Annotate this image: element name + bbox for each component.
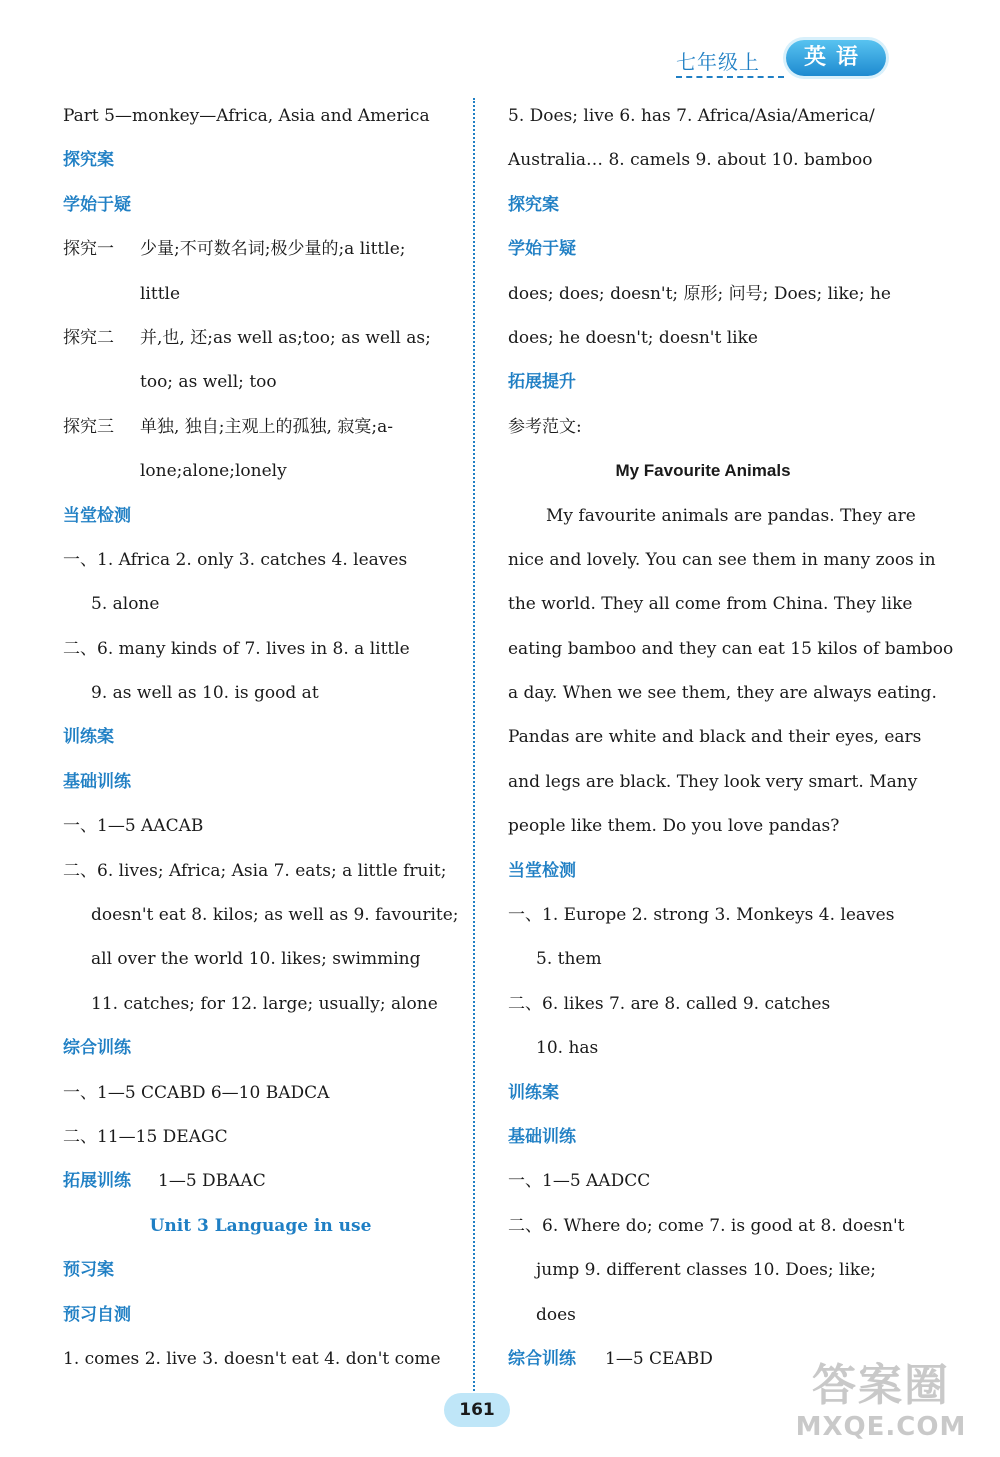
answer-line: 9. as well as 10. is good at xyxy=(91,683,319,704)
essay-line: My favourite animals are pandas. They are xyxy=(546,505,916,526)
answer-line: 10. has xyxy=(536,1038,599,1059)
left-column xyxy=(63,94,458,1381)
text-line: Part 5—monkey—Africa, Asia and America xyxy=(63,106,430,126)
answer-line: 11. catches; for 12. large; usually; alone xyxy=(91,993,438,1014)
answer-line: 二、11—15 DEAGC xyxy=(63,1126,228,1147)
header-grade: 七年级上 xyxy=(676,50,760,74)
answer-line: does xyxy=(536,1304,576,1325)
essay-line: Pandas are white and black and their eyes, ears xyxy=(508,727,922,748)
item-tag: 探究一 xyxy=(63,239,114,260)
answer-line: 一、1. Africa 2. only 3. catches 4. leaves xyxy=(63,549,408,570)
section-heading: 训练案 xyxy=(63,727,114,748)
section-heading: 综合训练 xyxy=(508,1348,576,1369)
answer-line: does; he doesn't; doesn't like xyxy=(508,327,758,348)
section-heading: 学始于疑 xyxy=(63,194,131,215)
unit-title: Unit 3 Language in use xyxy=(149,1215,372,1236)
reference-label: 参考范文: xyxy=(508,416,582,437)
essay-line: people like them. Do you love pandas? xyxy=(508,816,840,837)
section-heading: 当堂检测 xyxy=(508,860,576,881)
answer-text: 单独, 独自;主观上的孤独, 寂寞;a- xyxy=(140,416,393,437)
section-heading: 基础训练 xyxy=(508,1126,576,1147)
answer-line xyxy=(63,316,458,360)
item-tag: 探究三 xyxy=(63,416,114,437)
answer-line: little xyxy=(140,283,181,304)
answer-line: 5. alone xyxy=(91,594,160,615)
column-divider xyxy=(473,98,475,1398)
answer-line: 一、1—5 AADCC xyxy=(508,1171,651,1192)
answer-line: 一、1. Europe 2. strong 3. Monkeys 4. leaves xyxy=(508,905,895,926)
section-heading: 拓展训练 xyxy=(63,1171,131,1192)
essay-line: a day. When we see them, they are always eating. xyxy=(508,683,937,704)
essay-title: My Favourite Animals xyxy=(615,461,791,481)
watermark-text: 答案圈 xyxy=(812,1360,950,1411)
section-heading: 探究案 xyxy=(63,150,114,171)
answer-line xyxy=(63,227,458,271)
section-heading: 基础训练 xyxy=(63,771,131,792)
page-number: 161 xyxy=(444,1393,510,1427)
right-column xyxy=(508,94,954,1381)
watermark-logo xyxy=(770,1360,992,1450)
essay-line: eating bamboo and they can eat 15 kilos of bamboo xyxy=(508,638,954,659)
answer-line: all over the world 10. likes; swimming xyxy=(91,949,421,970)
answer-line: jump 9. different classes 10. Does; like; xyxy=(536,1260,876,1281)
answer-line: lone;alone;lonely xyxy=(140,461,287,482)
answer-line: 1. comes 2. live 3. doesn't eat 4. don't come xyxy=(63,1348,441,1369)
section-heading: 探究案 xyxy=(508,194,559,215)
answer-line: 一、1—5 AACAB xyxy=(63,816,204,837)
section-heading: 拓展提升 xyxy=(508,372,576,393)
answer-line: 5. them xyxy=(536,949,602,970)
answer-line: too; as well; too xyxy=(140,372,277,393)
answer-line: 5. Does; live 6. has 7. Africa/Asia/America/ xyxy=(508,106,875,126)
answer-line: 一、1—5 CCABD 6—10 BADCA xyxy=(63,1082,330,1103)
answer-line: doesn't eat 8. kilos; as well as 9. favourite; xyxy=(91,905,459,926)
answer-text: 并,也, 还;as well as;too; as well as; xyxy=(140,327,431,348)
answer-line: Australia… 8. camels 9. about 10. bamboo xyxy=(508,150,873,171)
answer-text: 1—5 DBAAC xyxy=(158,1171,266,1192)
answer-line: 二、6. likes 7. are 8. called 9. catches xyxy=(508,993,831,1014)
answer-line: 二、6. many kinds of 7. lives in 8. a little xyxy=(63,638,410,659)
section-heading: 综合训练 xyxy=(63,1038,131,1059)
section-heading: 训练案 xyxy=(508,1082,559,1103)
section-heading: 预习自测 xyxy=(63,1304,131,1325)
essay-line: and legs are black. They look very smart. Many xyxy=(508,771,918,792)
header-subject-badge: 英语 xyxy=(786,40,886,76)
answer-text: 少量;不可数名词;极少量的;a little; xyxy=(140,239,406,260)
answer-text: 1—5 CEABD xyxy=(605,1348,713,1369)
essay-line: the world. They all come from China. They like xyxy=(508,594,913,615)
watermark-url: MXQE.COM xyxy=(795,1412,967,1442)
section-heading: 学始于疑 xyxy=(508,239,576,260)
answer-line: does; does; doesn't; 原形; 问号; Does; like; he xyxy=(508,283,891,304)
answer-line: 二、6. lives; Africa; Asia 7. eats; a little fruit; xyxy=(63,860,447,881)
answer-line: 二、6. Where do; come 7. is good at 8. doesn't xyxy=(508,1215,905,1236)
header-dashed-rule xyxy=(676,76,784,78)
item-tag: 探究二 xyxy=(63,327,114,348)
section-heading: 当堂检测 xyxy=(63,505,131,526)
essay-line: nice and lovely. You can see them in many zoos in xyxy=(508,549,936,570)
answer-line xyxy=(63,405,458,449)
section-heading: 预习案 xyxy=(63,1260,114,1281)
answer-line xyxy=(63,1159,458,1203)
